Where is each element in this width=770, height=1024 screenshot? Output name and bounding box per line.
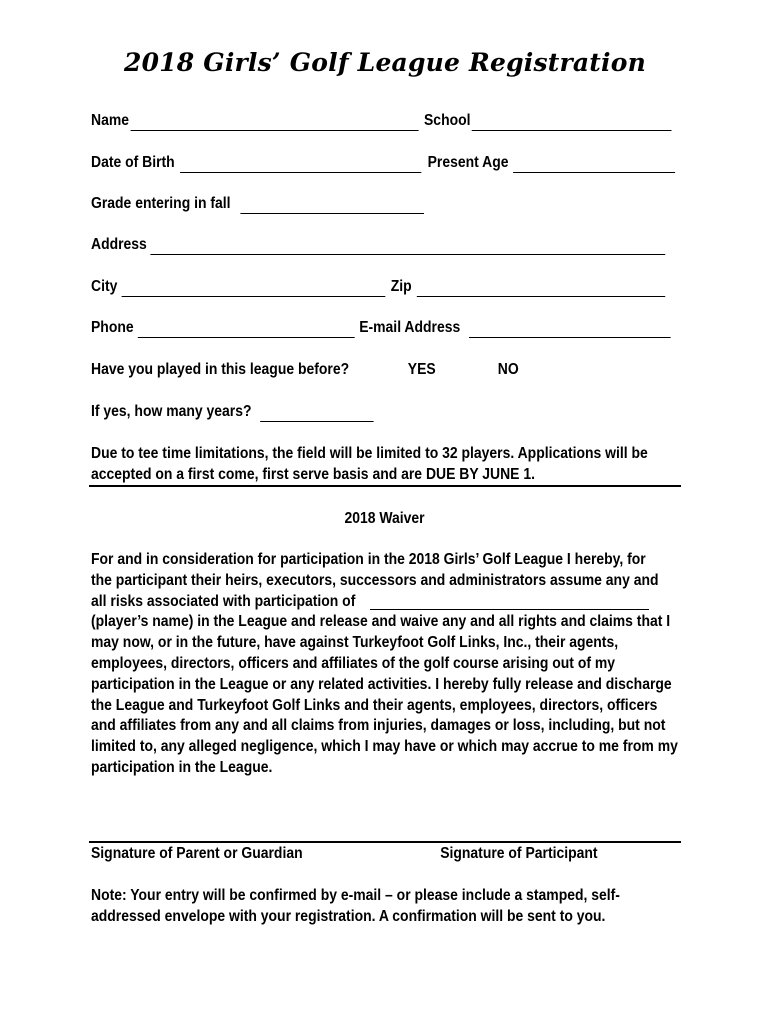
age-field[interactable] — [513, 172, 675, 173]
signature-line[interactable] — [89, 841, 681, 843]
zip-label: Zip — [390, 278, 412, 295]
name-field[interactable] — [131, 130, 419, 131]
parent-signature-label: Signature of Parent or Guardian — [91, 845, 303, 862]
limit-notice-line-1: Due to tee time limitations, the field will be limited to 32 players. Applications will be — [91, 445, 648, 462]
waiver-intro-line-2: the participant their heirs, executors, successors and administrators assume any and — [91, 571, 659, 589]
waiver-text — [91, 550, 685, 779]
form-title: 2018 Girls’ Golf League Registration — [124, 48, 646, 77]
limit-notice-line-2: accepted on a first come, first serve basis and are DUE BY JUNE 1. — [91, 465, 536, 483]
name-label: Name — [91, 112, 129, 129]
yes-option[interactable]: YES — [407, 361, 436, 378]
grade-field[interactable] — [240, 213, 424, 214]
years-field[interactable] — [260, 421, 373, 422]
no-option[interactable]: NO — [497, 361, 519, 378]
played-before-question: Have you played in this league before? — [91, 361, 350, 378]
waiver-intro-line-3: all risks associated with participation of — [91, 592, 356, 610]
name-school-row — [91, 112, 667, 134]
played-before-row — [91, 361, 541, 383]
phone-field[interactable] — [138, 337, 355, 338]
waiver-heading — [0, 510, 770, 528]
waiver-heading-text: 2018 Waiver — [344, 510, 426, 527]
city-field[interactable] — [122, 296, 386, 297]
address-row — [91, 236, 676, 258]
confirmation-note: Note: Your entry will be confirmed by e-mail – or please include a stamped, self-addressed envelope with your registration. A confirmation will be sent to you. — [91, 887, 620, 925]
dob-age-row — [91, 154, 685, 176]
section-divider — [89, 485, 681, 487]
dob-field[interactable] — [180, 172, 421, 173]
dob-label: Date of Birth — [91, 154, 175, 171]
school-field[interactable] — [472, 130, 672, 131]
participant-signature-label: Signature of Participant — [440, 845, 598, 862]
address-label: Address — [91, 236, 147, 253]
school-label: School — [424, 112, 471, 129]
phone-label: Phone — [91, 319, 134, 336]
address-field[interactable] — [150, 254, 665, 255]
city-zip-row — [91, 278, 676, 300]
limit-notice — [91, 444, 676, 486]
years-question: If yes, how many years? — [91, 403, 252, 420]
grade-row — [91, 195, 451, 217]
email-field[interactable] — [469, 337, 671, 338]
waiver-body: (player’s name) in the League and release and waive any and all rights and claims that I may now, or in the future, have against Turkeyfoot Golf Links, Inc., their agents, employees, directors, officers and affiliates of the golf course arising out of my participation in the League or any related activities. I hereby fully release and discharge the League and Turkeyfoot Golf Links and their agents, employees, directors, officers and affiliates from any and all claims from injuries, damages or loss, including, but not limited to, any alleged negligence, which I may have or which may accrue to me from my participation in the League. — [91, 613, 678, 776]
zip-field[interactable] — [417, 296, 665, 297]
age-label: Present Age — [427, 154, 509, 171]
waiver-intro-line-1: For and in consideration for participation in the 2018 Girls’ Golf League I hereby, for — [91, 551, 646, 568]
city-label: City — [91, 278, 118, 295]
years-row — [91, 403, 397, 425]
signature-labels-row — [91, 845, 667, 867]
player-name-field[interactable] — [370, 609, 649, 610]
phone-email-row — [91, 319, 676, 341]
grade-label: Grade entering in fall — [91, 195, 231, 212]
waiver-intro-line-3-wrap — [91, 592, 685, 613]
email-label: E-mail Address — [359, 319, 461, 336]
